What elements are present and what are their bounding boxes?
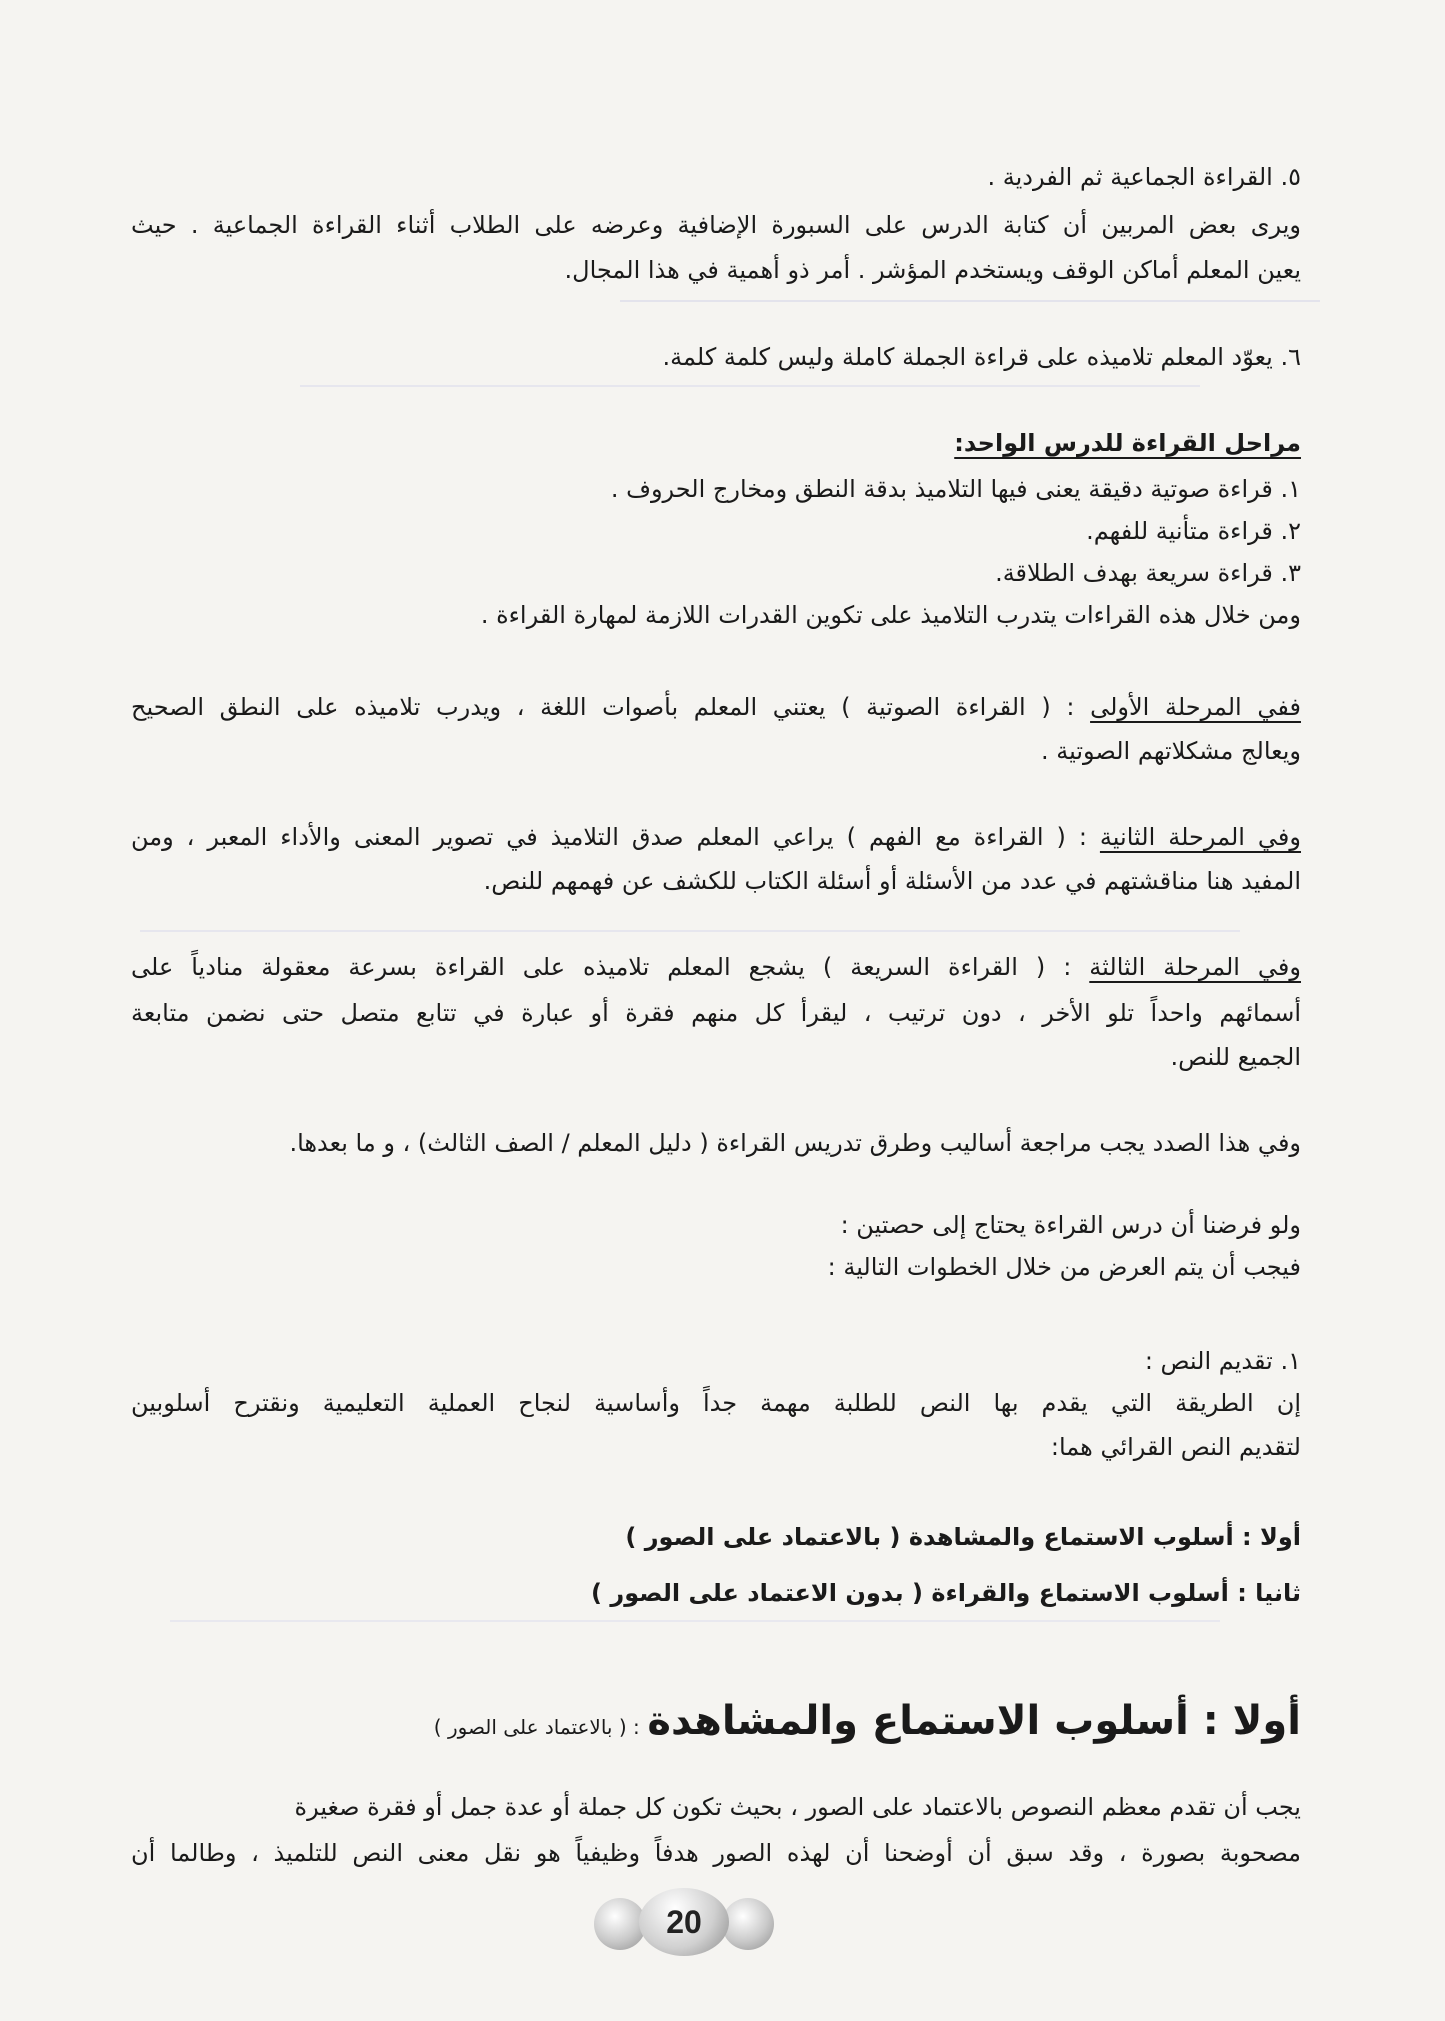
- page-number: 20: [639, 1888, 729, 1956]
- option-line: أولا : أسلوب الاستماع والمشاهدة ( بالاعتماد على الصور ): [625, 1523, 1301, 1551]
- text-line: يعين المعلم أماكن الوقف ويستخدم المؤشر . أمر ذو أهمية في هذا المجال.: [564, 256, 1301, 284]
- text-line: ويعالج مشكلاتهم الصوتية .: [1040, 737, 1301, 765]
- bleed-through-mark: [300, 385, 1200, 407]
- text-line: ويرى بعض المربين أن كتابة الدرس على السبورة الإضافية وعرضه على الطلاب أثناء القراءة الجماعية . حيث: [131, 211, 1301, 239]
- text-line: يجب أن تقدم معظم النصوص بالاعتماد على الصور ، بحيث تكون كل جملة أو عدة جمل أو فقرة صغيرة: [294, 1793, 1301, 1821]
- text-line: الجميع للنص.: [1170, 1043, 1301, 1071]
- stage-label: ففي المرحلة الأولى: [1090, 693, 1301, 721]
- paragraph-text: : ( القراءة الصوتية ) يعتني المعلم بأصوات اللغة ، ويدرب تلاميذه على النطق الصحيح: [131, 693, 1075, 721]
- paragraph-line: [131, 820, 1301, 854]
- list-item: ١. قراءة صوتية دقيقة يعنى فيها التلاميذ بدقة النطق ومخارج الحروف .: [610, 475, 1301, 503]
- stage-label: وفي المرحلة الثالثة: [1089, 953, 1301, 981]
- text-line: فيجب أن يتم العرض من خلال الخطوات التالية :: [827, 1253, 1301, 1281]
- text-line: ولو فرضنا أن درس القراءة يحتاج إلى حصتين :: [840, 1211, 1301, 1239]
- option-line: ثانيا : أسلوب الاستماع والقراءة ( بدون الاعتماد على الصور ): [591, 1579, 1301, 1607]
- text-line: ٥. القراءة الجماعية ثم الفردية .: [987, 163, 1301, 191]
- text-line: وفي هذا الصدد يجب مراجعة أساليب وطرق تدريس القراءة ( دليل المعلم / الصف الثالث) ، و ما بعدها.: [289, 1129, 1301, 1157]
- section-title-main: أولا : أسلوب الاستماع والمشاهدة: [647, 1698, 1301, 1744]
- bleed-through-mark: [620, 300, 1320, 322]
- bleed-through-mark: [170, 1620, 1220, 1642]
- section-title-sub: : ( بالاعتماد على الصور ): [433, 1715, 640, 1739]
- section-title: [131, 1696, 1301, 1748]
- list-item: ٣. قراءة سريعة بهدف الطلاقة.: [995, 559, 1301, 587]
- text-line: أسمائهم واحداً تلو الأخر ، دون ترتيب ، ليقرأ كل منهم فقرة أو عبارة في تتابع متصل حتى نضمن متابعة: [131, 999, 1301, 1027]
- paragraph-line: [131, 690, 1301, 724]
- text-line: لتقديم النص القرائي هما:: [1050, 1433, 1301, 1461]
- section-heading: مراحل القراءة للدرس الواحد:: [954, 429, 1301, 457]
- text-line: إن الطريقة التي يقدم بها النص للطلبة مهمة جداً وأساسية لنجاح العملية التعليمية ونقترح أسلوبين: [131, 1389, 1301, 1417]
- paragraph-text: : ( القراءة مع الفهم ) يراعي المعلم صدق التلاميذ في تصوير المعنى والأداء المعبر ، ومن: [131, 823, 1087, 851]
- page-number-badge: [594, 1888, 774, 1958]
- paragraph-line: [131, 950, 1301, 984]
- text-line: ومن خلال هذه القراءات يتدرب التلاميذ على تكوين القدرات اللازمة لمهارة القراءة .: [480, 601, 1301, 629]
- stage-label: وفي المرحلة الثانية: [1099, 823, 1301, 851]
- text-line: ٦. يعوّد المعلم تلاميذه على قراءة الجملة كاملة وليس كلمة كلمة.: [662, 343, 1301, 371]
- text-line: المفيد هنا مناقشتهم في عدد من الأسئلة أو أسئلة الكتاب للكشف عن فهمهم للنص.: [483, 867, 1301, 895]
- step-heading: ١. تقديم النص :: [1144, 1347, 1301, 1375]
- list-item: ٢. قراءة متأنية للفهم.: [1086, 517, 1301, 545]
- decorative-disc-right: [722, 1898, 774, 1950]
- paragraph-text: : ( القراءة السريعة ) يشجع المعلم تلاميذه على القراءة بسرعة معقولة منادياً على: [131, 953, 1072, 981]
- bleed-through-mark: [140, 930, 1240, 952]
- text-line: مصحوبة بصورة ، وقد سبق أن أوضحنا أن لهذه الصور هدفاً وظيفياً هو نقل معنى النص للتلميذ ، وطالما أن: [131, 1839, 1301, 1867]
